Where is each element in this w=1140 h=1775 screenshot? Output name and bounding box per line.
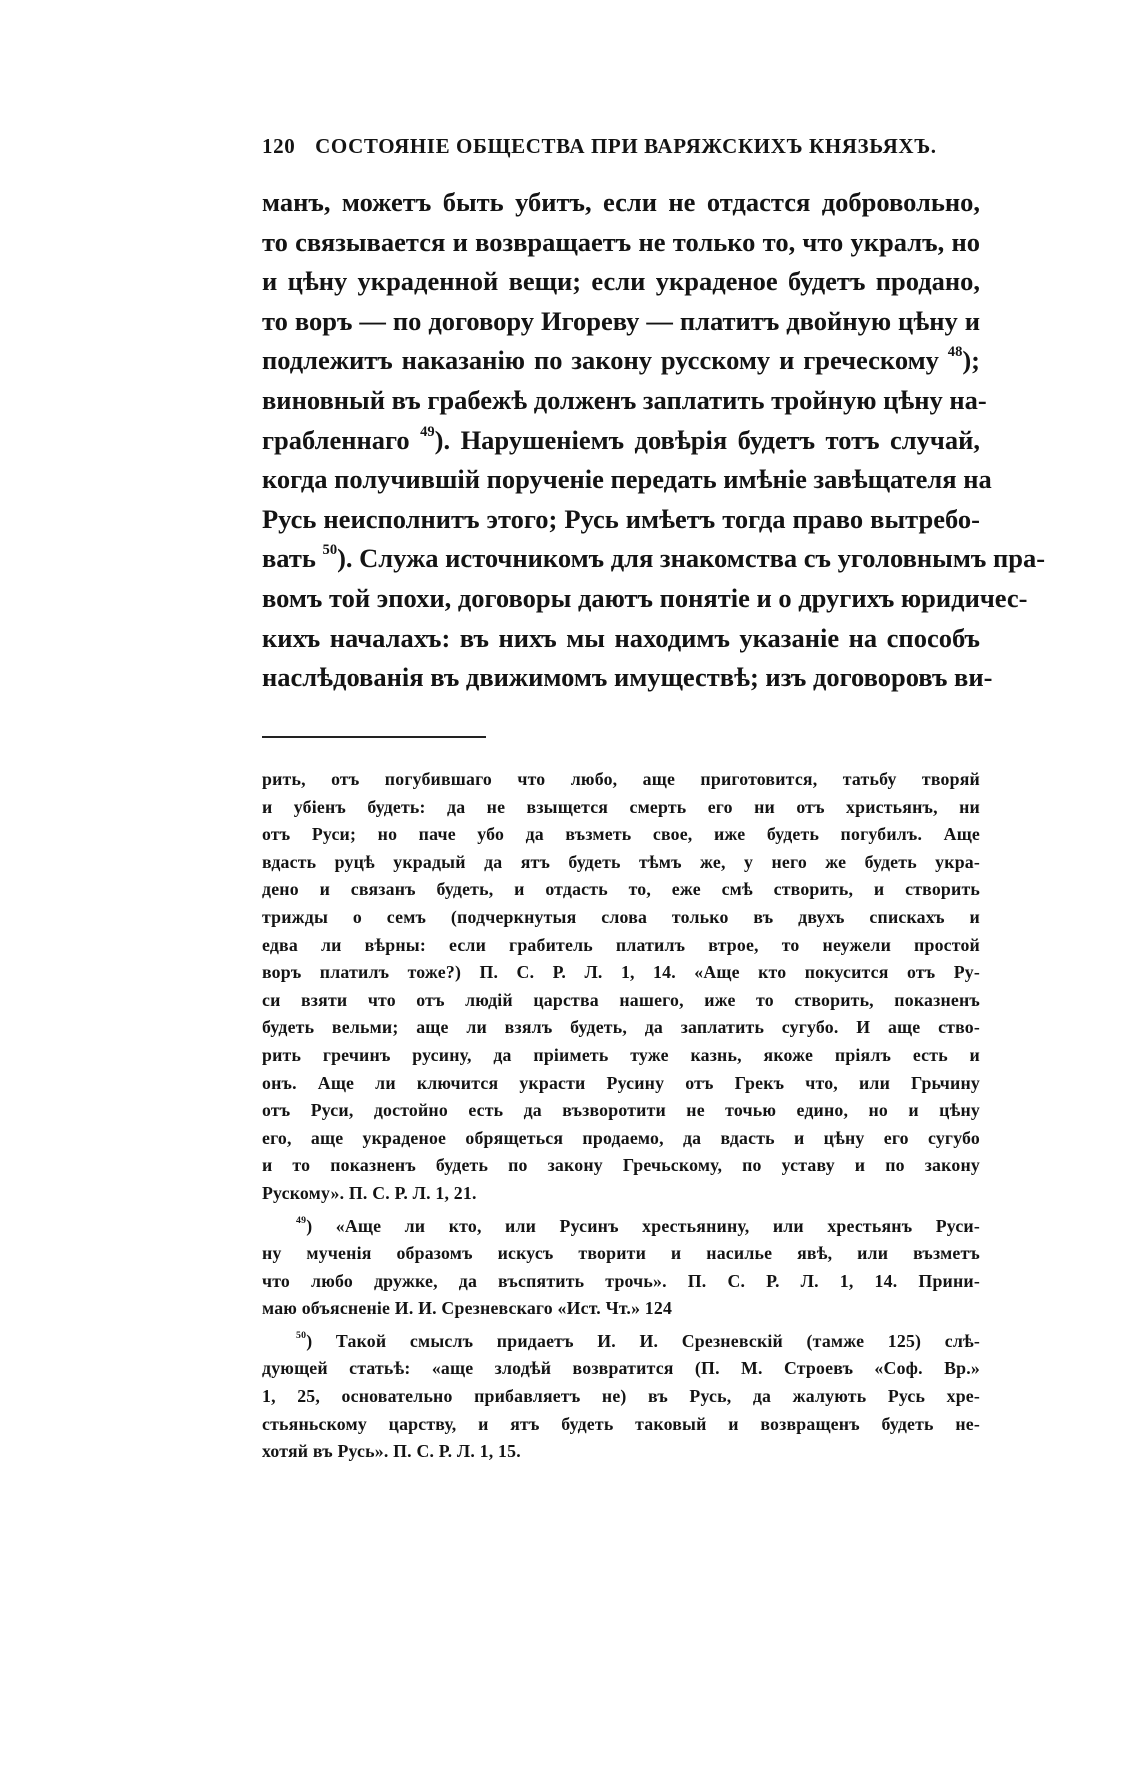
footnote-line: отъ Руси, достойно есть да възворотити не точью едино, но и цѣну [262,1100,980,1121]
footnote-line: будеть вельми; аще ли взялъ будеть, да заплатить сугубо. И аще ство- [262,1017,980,1038]
main-text-line [262,421,980,461]
footnote-line: онъ. Аще ли ключится украсти Русину отъ Грекъ что, или Грьчину [262,1072,980,1093]
main-text-line: то связывается и возвращаетъ не только то, что укралъ, но [262,226,980,257]
main-text-line: вомъ той эпохи, договоры даютъ понятіе и о другихъ юридичес- [262,582,1028,613]
main-text-line: манъ, можетъ быть убитъ, если не отдастся добровольно, [262,187,980,217]
footnote-marker: 49 [296,1214,307,1226]
footnote-line: его, аще украденое обрящеться продаемо, да вдасть и цѣну его сугубо [262,1127,980,1148]
main-text-line-text: ). Нарушеніемъ довѣрія будетъ тотъ случай, [434,424,980,455]
footnote-marker: 48 [947,344,963,361]
main-text-line: кихъ началахъ: въ нихъ мы находимъ указаніе на способъ [262,622,980,653]
footnote-line [262,1328,980,1356]
footnote-line: вдасть руцѣ украдый да ятъ будеть тѣмъ же, у него же будеть укра- [262,851,980,872]
footnote-line: и убіенъ будеть: да не взыщется смерть его ни отъ христьянъ, ни [262,796,980,817]
footnote-marker: 50 [322,542,338,559]
main-text-line-text: ). Служа источникомъ для знакомства съ уголовнымъ пра- [337,543,1046,574]
footnote-marker: 49 [420,423,435,440]
main-text-line: виновный въ грабежѣ долженъ заплатить тройную цѣну на- [262,384,987,415]
footnote-line: 1, 25, основательно прибавляетъ не) въ Русь, да жалують Русь хре- [262,1386,980,1407]
footnote-line: си взяти что отъ людій царства нашего, иже то створить, показненъ [262,989,980,1010]
main-text-line: Русь неисполнитъ этого; Русь имѣетъ тогда право вытребо- [262,503,980,534]
footnote-line: рить гречинъ русину, да пріиметь туже казнь, якоже пріялъ есть и [262,1044,980,1065]
footnote-line: дующей статьѣ: «аще злодѣй возвратится (П. М. Строевъ «Соф. Вр.» [262,1358,980,1379]
page-number: 120 [262,134,296,158]
footnote-marker: 50 [296,1330,307,1342]
main-text-line-text: ); [962,345,980,376]
page-header [262,134,980,159]
main-text-line-text: подлежитъ наказанію по закону русскому и греческому [262,345,948,376]
main-text-line-text: грабленнаго [262,424,421,455]
footnote-line: маю объясненіе И. И. Срезневскаго «Ист. Чт.» 124 [262,1298,673,1319]
footnote-line: стьяньскому царству, и ятъ будеть таковый и возвращенъ будеть не- [262,1413,980,1434]
footnote-line: и то показненъ будеть по закону Гречьскому, по уставу и по закону [262,1155,980,1176]
main-text-line: наслѣдованія въ движимомъ имуществѣ; изъ договоровъ ви- [262,662,993,693]
main-text-line [262,539,1046,579]
main-text-line: когда получившій порученіе передать имѣніе завѣщателя на [262,464,992,495]
footnote-rule [262,736,486,738]
running-title: СОСТОЯНІЕ ОБЩЕСТВА ПРИ ВАРЯЖСКИХЪ КНЯЗЬЯХЪ. [315,134,937,158]
footnote-line: трижды о семъ (подчеркнутыя слова только въ двухъ спискахъ и [262,906,980,927]
footnote-line: хотяй въ Русь». П. С. Р. Л. 1, 15. [262,1441,521,1462]
main-text-line: и цѣну украденной вещи; если украденое будетъ продано, [262,266,980,297]
footnote-line: что любо дружке, да въспятить трочь». П. С. Р. Л. 1, 14. Прини- [262,1270,980,1291]
main-text [262,183,1046,698]
footnote-line: едва ли вѣрны: если грабитель платилъ втрое, то неужели простой [262,934,980,955]
footnote-line: дено и связанъ будеть, и отдасть то, еже смѣ створить, и створить [262,879,980,900]
main-text-line [262,341,980,381]
footnote-line [262,1213,980,1241]
footnote-line-text: ) «Аще ли кто, или Русинъ хрестьянину, или хрестьянъ Руси- [306,1215,980,1236]
footnote-line-text: ) Такой смыслъ придаетъ И. И. Срезневскій (тамже 125) слѣ- [306,1330,980,1351]
footnote-line: Рускому». П. С. Р. Л. 1, 21. [262,1182,477,1203]
footnote-line: отъ Руси; но паче убо да възметь свое, иже будеть погубилъ. Аще [262,824,980,845]
footnote-line: ну мученія образомъ искусъ творити и насилье явѣ, или възметъ [262,1243,980,1264]
footnote-line: рить, отъ погубившаго что любо, аще приготовится, татьбу творяй [262,769,980,789]
footnote-line: воръ платилъ тоже?) П. С. Р. Л. 1, 14. «Аще кто покусится отъ Ру- [262,962,980,983]
main-text-line: то воръ — по договору Игореву — платитъ двойную цѣну и [262,305,980,336]
main-text-line-text: вать [262,543,323,574]
footnotes [262,766,980,1466]
